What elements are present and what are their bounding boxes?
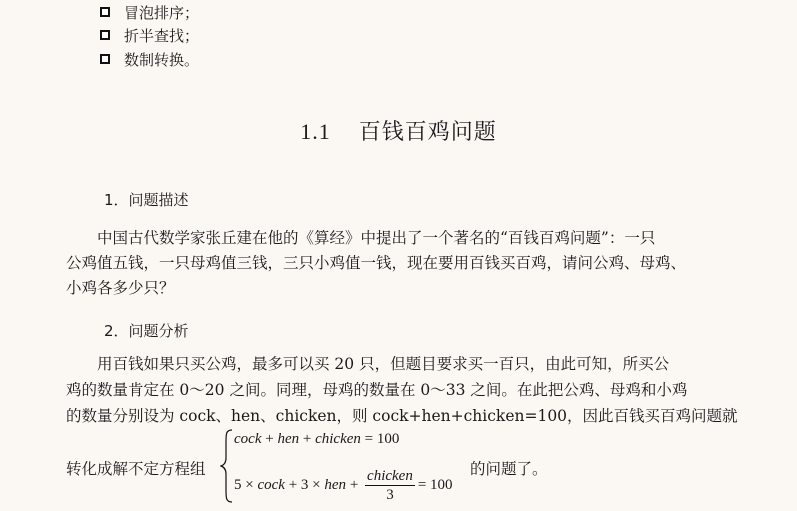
operator-plus: + — [346, 477, 363, 494]
section-title-text: 百钱百鸡问题 — [358, 120, 497, 145]
paragraph-line: 鸡的数量肯定在 0～20 之间。同理，母鸡的数量在 0～33 之间。在此把公鸡、母鸡和小鸡 — [66, 381, 688, 399]
operator-times: × — [241, 477, 258, 494]
list-item — [100, 0, 199, 24]
operator-times: × — [308, 477, 325, 494]
var-cock: cock — [234, 431, 262, 447]
operator-plus: + — [284, 477, 301, 494]
var-chicken: chicken — [315, 431, 361, 447]
section-title — [0, 115, 797, 146]
var-hen: hen — [277, 431, 300, 447]
checkbox-bullet-icon — [100, 54, 110, 64]
list-item — [100, 47, 199, 71]
equation-rhs: = 100 — [360, 431, 400, 447]
list-item-text: 冒泡排序； — [124, 3, 200, 22]
heading-problem-analysis: 2．问题分析 — [104, 322, 189, 340]
checkbox-bullet-icon — [100, 30, 110, 40]
var-hen: hen — [324, 477, 347, 494]
paragraph-line: 中国古代数学家张丘建在他的《算经》中提出了一个著名的“百钱百鸡问题”：一只 — [66, 229, 656, 247]
checkbox-bullet-icon — [100, 7, 110, 17]
equation-intro-text: 转化成解不定方程组 — [66, 460, 206, 478]
coefficient: 3 — [300, 477, 309, 494]
fraction — [365, 468, 415, 504]
paragraph-line: 小鸡各多少只？ — [66, 279, 175, 297]
list-item — [100, 23, 199, 47]
paragraph-line: 的数量分别设为 cock、hen、chicken，则 cock+hen+chicken=100，因此百钱买百鸡问题就 — [66, 407, 738, 425]
list-item-text: 折半查找； — [124, 26, 200, 45]
list-item-text: 数制转换。 — [124, 50, 200, 69]
operator-plus: + — [261, 431, 278, 447]
fraction-numerator: chicken — [367, 468, 413, 484]
section-number: 1.1 — [300, 119, 331, 144]
equation-rhs: = 100 — [417, 477, 453, 494]
paragraph-line: 用百钱如果只买公鸡，最多可以买 20 只，但题目要求买一百只，由此可知，所买公 — [66, 355, 670, 373]
equation-outro-text: 的问题了。 — [470, 460, 548, 478]
coefficient: 5 — [234, 477, 242, 494]
left-brace-icon — [220, 428, 234, 504]
fraction-denominator: 3 — [386, 486, 394, 503]
paragraph-line: 公鸡值五钱，一只母鸡值三钱，三只小鸡值一钱，现在要用百钱买百鸡，请问公鸡、母鸡、 — [66, 254, 687, 272]
equation-system — [66, 428, 766, 508]
equation-2 — [234, 468, 453, 504]
equation-1 — [234, 431, 399, 448]
var-cock: cock — [257, 477, 285, 494]
heading-problem-description: 1．问题描述 — [104, 191, 189, 209]
operator-plus: + — [299, 431, 316, 447]
